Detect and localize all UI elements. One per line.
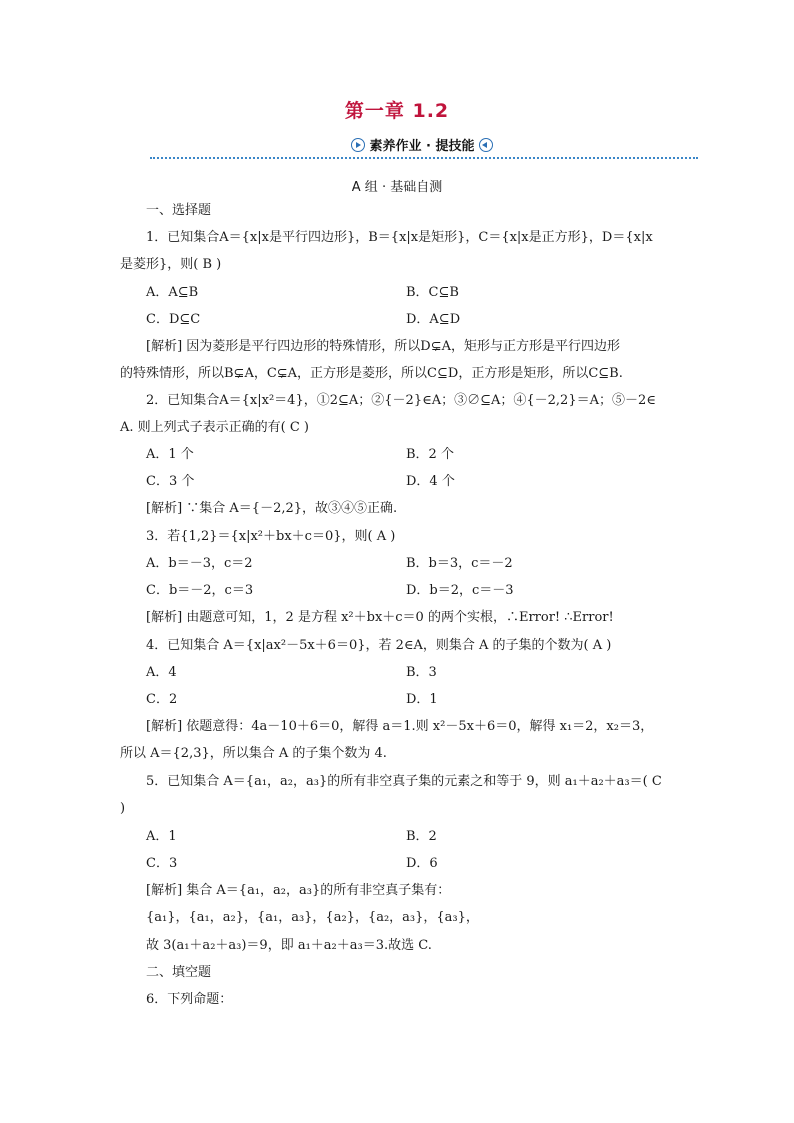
text-line: B．b＝3，c＝－2: [406, 556, 513, 571]
dotted-divider: [150, 157, 698, 159]
text-line: A．b＝－3，c＝2: [146, 556, 253, 571]
text-line: D．4 个: [406, 474, 455, 489]
banner-label: 素养作业 · 提技能: [369, 139, 475, 154]
text-line: B．2 个: [406, 447, 454, 462]
text-line: 是菱形}，则( B ): [120, 257, 222, 272]
text-line: [解析] 因为菱形是平行四边形的特殊情形，所以D⊊A，矩形与正方形是平行四边形: [146, 339, 620, 354]
text-line: C．D⊆C: [146, 312, 201, 327]
text-line: 的特殊情形，所以B⊊A，C⊊A，正方形是菱形，所以C⊆D，正方形是矩形，所以C⊆B.: [120, 366, 623, 381]
text-line: D．6: [406, 856, 438, 871]
section-heading: 一、选择题: [146, 203, 212, 218]
text-line: A．4: [146, 665, 177, 680]
text-line: D．b＝2，c＝－3: [406, 583, 514, 598]
banner-pill: [338, 138, 506, 154]
text-line: C．3 个: [146, 474, 195, 489]
text-line: [解析] ∵集合 A＝{－2,2}，故③④⑤正确.: [146, 501, 398, 516]
play-left-icon: [479, 138, 493, 152]
section-banner: [150, 137, 698, 159]
text-line: [解析] 依题意得：4a－10＋6＝0，解得 a＝1.则 x²－5x＋6＝0，解得 x₁＝2，x₂＝3，: [146, 719, 654, 734]
text-line: A. 则上列式子表示正确的有( C ): [120, 420, 310, 435]
text-line: A．1 个: [146, 447, 194, 462]
text-line: B．C⊆B: [406, 285, 459, 300]
text-line: C．b＝－2，c＝3: [146, 583, 254, 598]
text-line: C．3: [146, 856, 178, 871]
page-title: 第一章 1.2: [344, 100, 450, 122]
text-line: B．2: [406, 829, 437, 844]
play-right-icon: [351, 138, 365, 152]
text-line: 4．已知集合 A＝{x|ax²－5x＋6＝0}，若 2∈A，则集合 A 的子集的个数为( A ): [146, 638, 612, 653]
text-line: 5．已知集合 A＝{a₁，a₂，a₃}的所有非空真子集的元素之和等于 9，则 a₁＋a₂＋a₃＝( C: [146, 774, 662, 789]
text-line: C．2: [146, 692, 178, 707]
text-line: 所以 A＝{2,3}，所以集合 A 的子集个数为 4.: [120, 746, 387, 761]
text-line: 1．已知集合A＝{x|x是平行四边形}，B＝{x|x是矩形}，C＝{x|x是正方形}，D＝{x|x: [146, 230, 653, 245]
text-line: ): [120, 801, 126, 816]
text-line: [解析] 集合 A＝{a₁，a₂，a₃}的所有非空真子集有：: [146, 883, 451, 898]
text-line: 2．已知集合A＝{x|x²＝4}，①2⊆A；②{－2}∈A；③∅⊆A；④{－2,2}＝A；⑤－2∈: [146, 393, 656, 408]
text-line: 3．若{1,2}＝{x|x²＋bx＋c＝0}，则( A ): [146, 529, 396, 544]
text-line: A．1: [146, 829, 177, 844]
text-line: D．1: [406, 692, 438, 707]
text-line: [解析] 由题意可知，1，2 是方程 x²＋bx＋c＝0 的两个实根，∴Error! ∴Error!: [146, 610, 614, 625]
text-line: A．A⊆B: [146, 285, 199, 300]
text-line: B．3: [406, 665, 437, 680]
text-line: 6．下列命题：: [146, 992, 233, 1007]
group-heading: A 组 · 基础自测: [351, 180, 443, 195]
text-line: D．A⊆D: [406, 312, 461, 327]
text-line: 故 3(a₁＋a₂＋a₃)＝9，即 a₁＋a₂＋a₃＝3.故选 C.: [146, 938, 432, 953]
text-line: {a₁}，{a₁，a₂}，{a₁，a₃}，{a₂}，{a₂，a₃}，{a₃}，: [146, 910, 479, 925]
section-heading: 二、填空题: [146, 965, 212, 980]
